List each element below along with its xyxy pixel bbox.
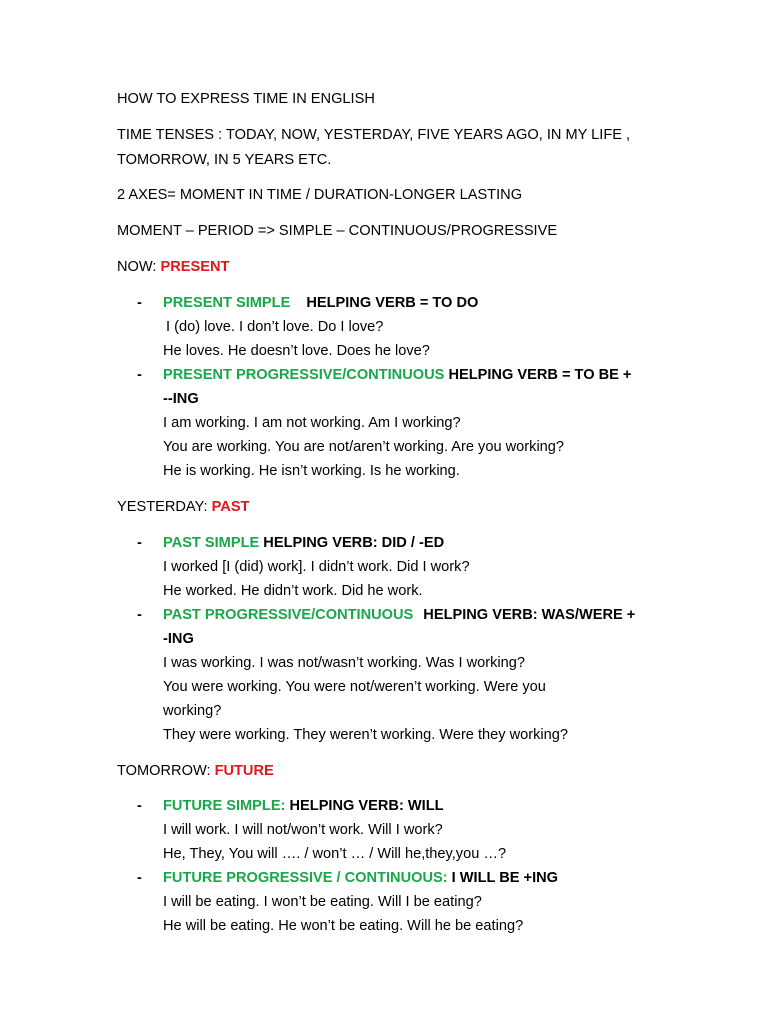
past-simple-heading [163, 534, 444, 552]
past-simple-example-1: I worked [I (did) work]. I didn’t work. Did I work? [163, 559, 470, 575]
future-simple-dash: - [137, 798, 142, 814]
past-progressive-example-2: You were working. You were not/weren’t working. Were you [163, 679, 546, 695]
future-simple-example-1: I will work. I will not/won’t work. Will I work? [163, 822, 443, 838]
past-progressive-example-1: I was working. I was not/wasn’t working. Was I working? [163, 655, 526, 671]
past-progressive-dash: - [137, 607, 142, 623]
present-progressive-name: PRESENT PROGRESSIVE/CONTINUOUS [163, 367, 445, 383]
past-progressive-heading [163, 606, 635, 624]
present-progressive-helper-cont: --ING [163, 391, 199, 407]
future-simple-helper: HELPING VERB: WILL [289, 798, 444, 814]
past-progressive-name: PAST PROGRESSIVE/CONTINUOUS [163, 607, 414, 623]
present-progressive-example-1: I am working. I am not working. Am I working? [163, 415, 461, 431]
future-simple-heading [163, 797, 444, 815]
present-progressive-dash: - [137, 367, 142, 383]
present-label: PRESENT [160, 259, 230, 275]
past-heading [117, 498, 249, 516]
present-simple-helper: HELPING VERB = TO DO [306, 295, 479, 311]
future-progressive-helper: I WILL BE +ING [451, 870, 559, 886]
present-progressive-example-3: He is working. He isn’t working. Is he working. [163, 463, 460, 479]
future-progressive-example-1: I will be eating. I won’t be eating. Will I be eating? [163, 894, 482, 910]
past-simple-dash: - [137, 535, 142, 551]
present-simple-example-2: He loves. He doesn’t love. Does he love? [163, 343, 430, 359]
past-prefix: YESTERDAY: [117, 499, 212, 515]
past-progressive-helper: HELPING VERB: WAS/WERE + [423, 607, 636, 623]
past-label: PAST [211, 499, 250, 515]
future-progressive-dash: - [137, 870, 142, 886]
intro-moment: MOMENT – PERIOD => SIMPLE – CONTINUOUS/PROGRESSIVE [117, 223, 558, 239]
past-progressive-helper-cont: -ING [163, 631, 194, 647]
intro-tenses-line2: TOMORROW, IN 5 YEARS ETC. [117, 152, 332, 168]
past-progressive-example-3: They were working. They weren’t working. Were they working? [163, 727, 569, 743]
document-title: HOW TO EXPRESS TIME IN ENGLISH [117, 91, 375, 107]
present-simple-heading [163, 294, 478, 312]
future-progressive-heading [163, 869, 558, 887]
future-simple-example-2: He, They, You will …. / won’t … / Will he,they,you …? [163, 846, 507, 862]
present-prefix: NOW: [117, 259, 161, 275]
future-progressive-example-2: He will be eating. He won’t be eating. Will he be eating? [163, 918, 524, 934]
present-progressive-heading [163, 366, 631, 384]
intro-axes: 2 AXES= MOMENT IN TIME / DURATION-LONGER LASTING [117, 187, 523, 203]
future-prefix: TOMORROW: [117, 763, 215, 779]
future-label: FUTURE [214, 763, 274, 779]
past-simple-name: PAST SIMPLE [163, 535, 260, 551]
future-heading [117, 762, 274, 780]
present-progressive-helper: HELPING VERB = TO BE + [448, 367, 632, 383]
intro-tenses-line1: TIME TENSES : TODAY, NOW, YESTERDAY, FIVE YEARS AGO, IN MY LIFE , [117, 127, 631, 143]
future-progressive-name: FUTURE PROGRESSIVE / CONTINUOUS: [163, 870, 448, 886]
present-simple-name: PRESENT SIMPLE [163, 295, 291, 311]
present-simple-dash: - [137, 295, 142, 311]
present-simple-example-1: I (do) love. I don’t love. Do I love? [166, 319, 384, 335]
future-simple-name: FUTURE SIMPLE: [163, 798, 286, 814]
past-simple-example-2: He worked. He didn’t work. Did he work. [163, 583, 423, 599]
present-heading [117, 258, 229, 276]
past-simple-helper: HELPING VERB: DID / -ED [263, 535, 445, 551]
present-progressive-example-2: You are working. You are not/aren’t working. Are you working? [163, 439, 565, 455]
past-progressive-example-2-cont: working? [163, 703, 222, 719]
